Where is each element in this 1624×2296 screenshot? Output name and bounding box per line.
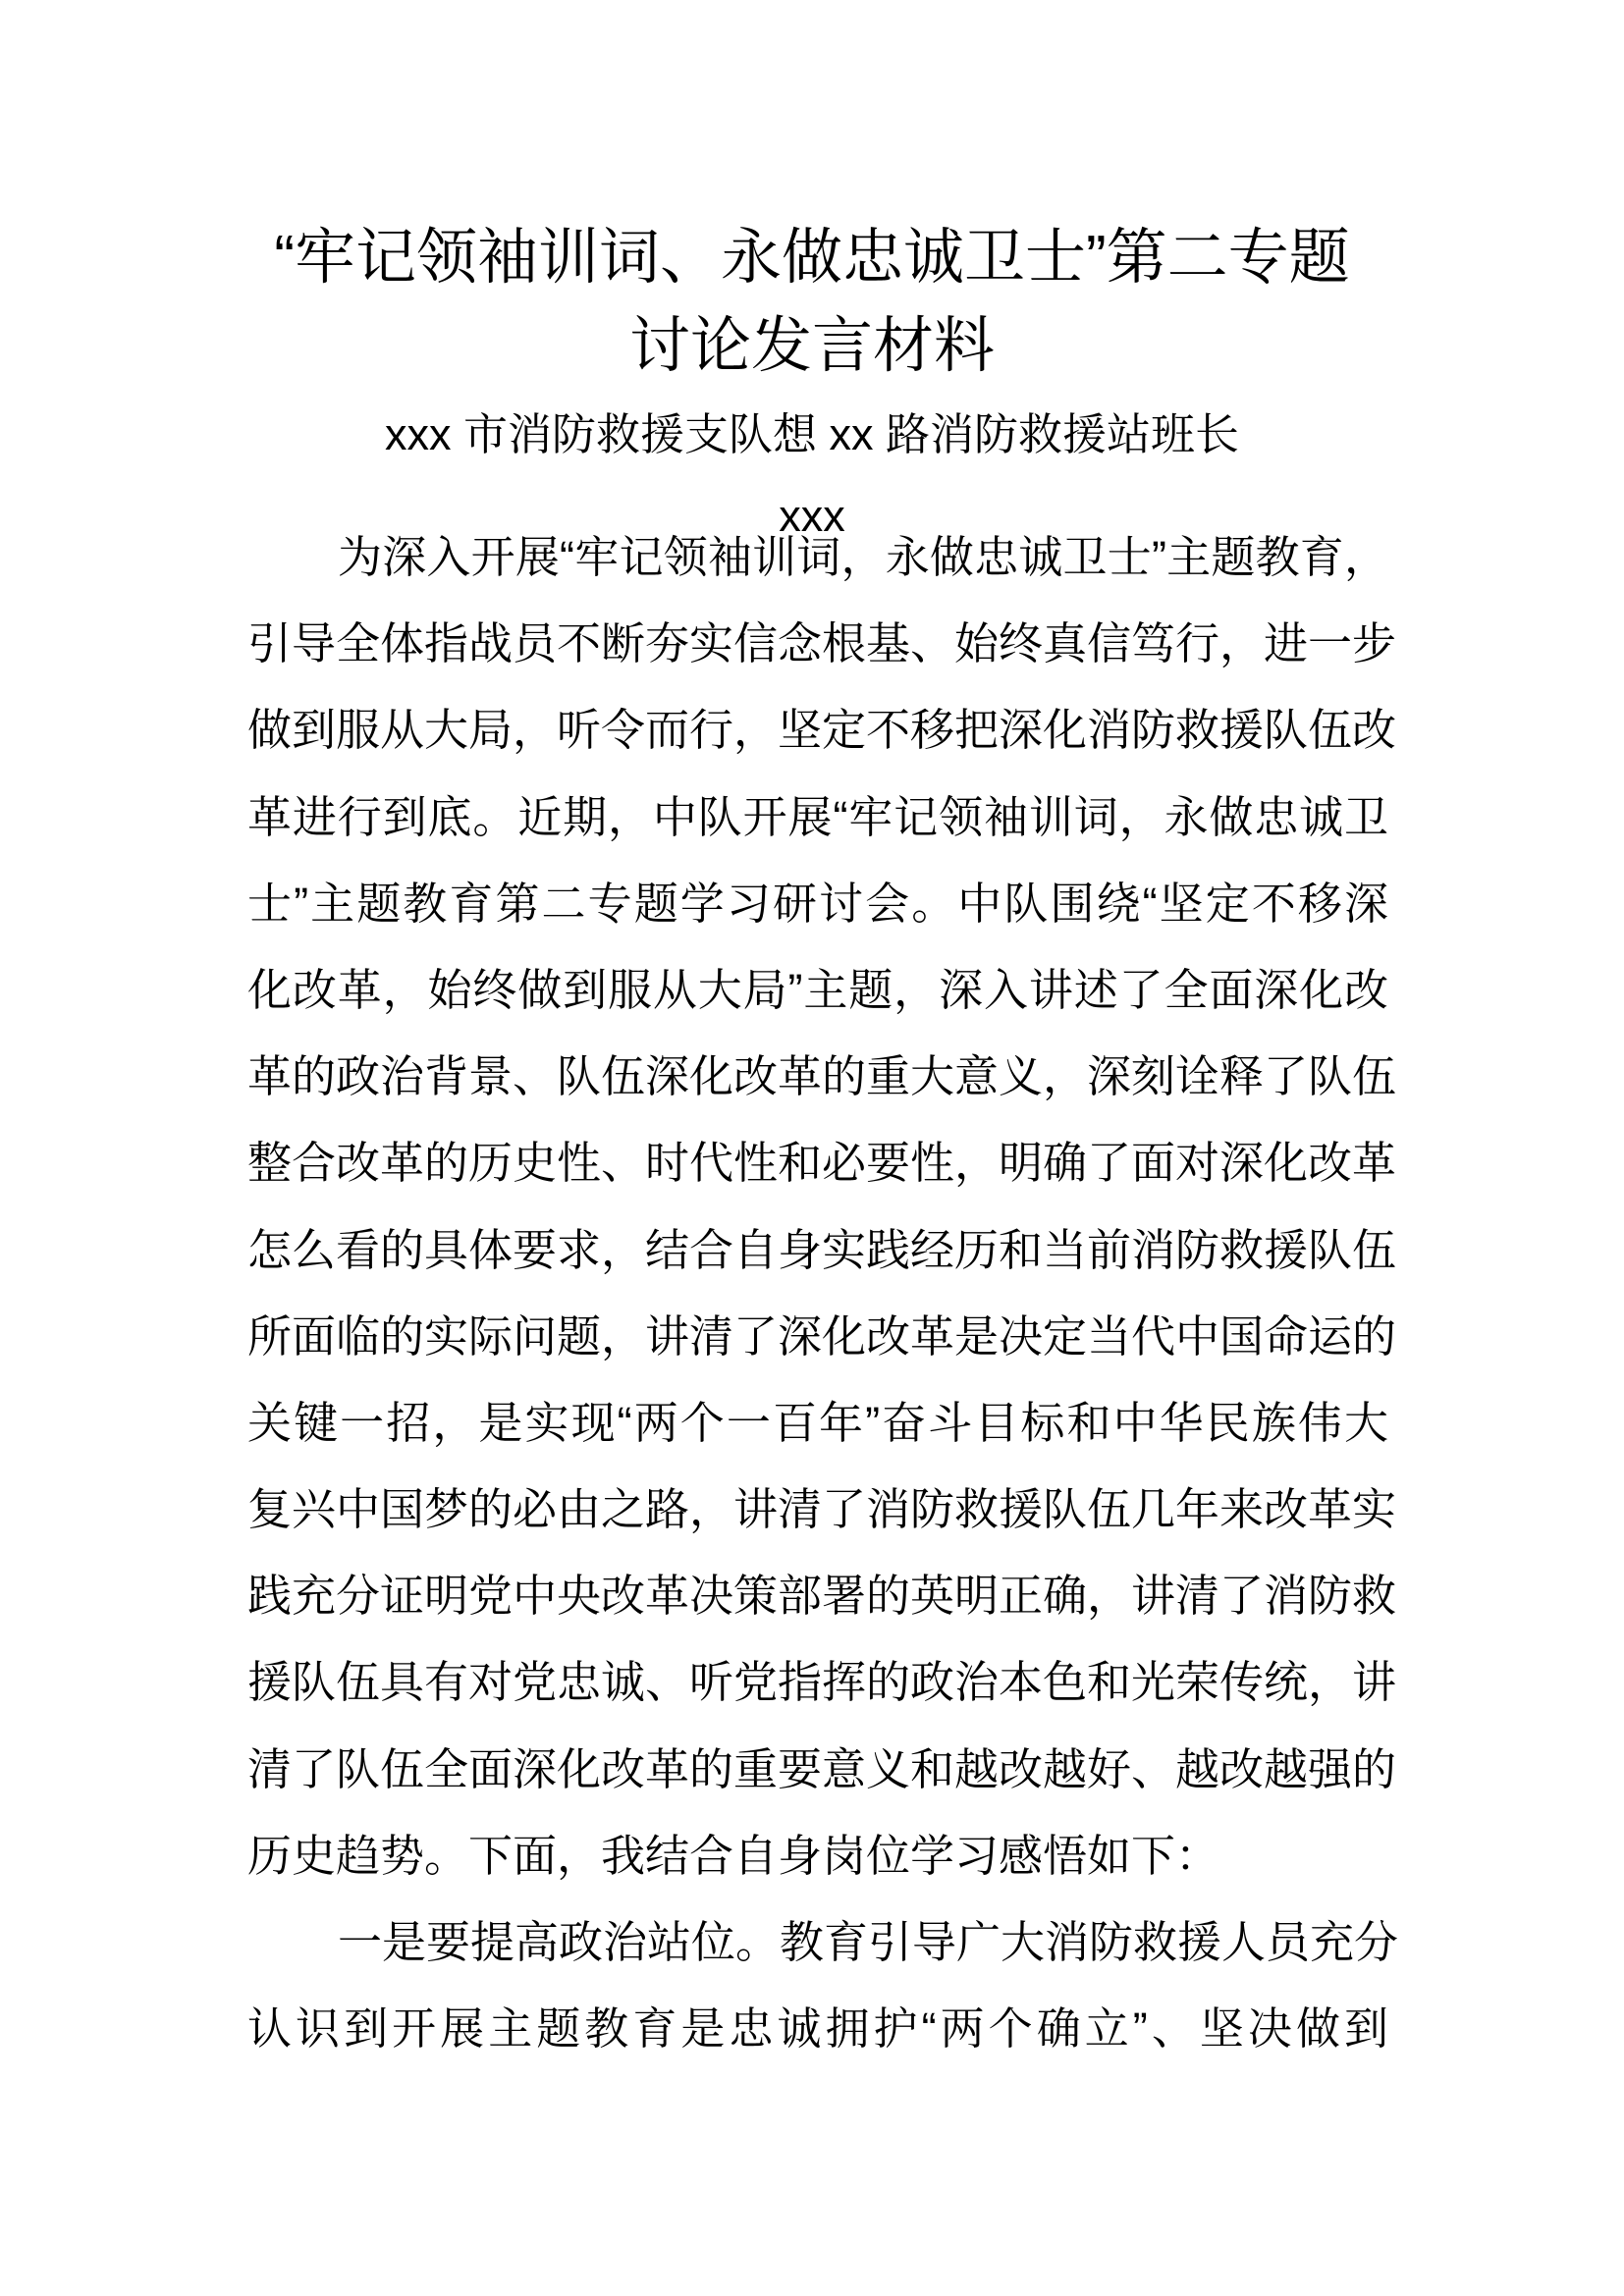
text-line: 怎么看的具体要求，结合自身实践经历和当前消防救援队伍	[247, 1224, 1397, 1275]
text-line: 士”主题教育第二专题学习研讨会。中队围绕“坚定不移深	[247, 878, 1388, 929]
text-line: 一是要提高政治站位。教育引导广大消防救援人员充分	[338, 1917, 1399, 1967]
text-line: 革进行到底。近期，中队开展“牢记领袖训词，永做忠诚卫	[247, 791, 1388, 842]
paragraph-1	[247, 513, 1397, 1898]
text-line: 援队伍具有对党忠诚、听党指挥的政治本色和光荣传统，讲	[247, 1657, 1397, 1708]
text-line: 革的政治背景、队伍深化改革的重大意义，深刻诠释了队伍	[247, 1051, 1397, 1102]
text-line: 为深入开展“牢记领袖训词，永做忠诚卫士”主题教育，	[338, 532, 1388, 582]
text-line: 引导全体指战员不断夯实信念根基、始终真信笃行，进一步	[247, 618, 1397, 669]
text-line: 化改革，始终做到服从大局”主题，深入讲述了全面深化改	[247, 964, 1388, 1015]
author-unit: xxx 市消防救援支队想 xx 路消防救援站班长	[384, 409, 1239, 459]
text-line: 践充分证明党中央改革决策部署的英明正确，讲清了消防救	[247, 1571, 1397, 1622]
text-line: 复兴中国梦的必由之路，讲清了消防救援队伍几年来改革实	[247, 1484, 1397, 1535]
paragraph-2	[247, 1898, 1399, 2071]
text-line: 整合改革的历史性、时代性和必要性，明确了面对深化改革	[247, 1138, 1397, 1189]
document-body	[247, 513, 1399, 2071]
text-line: 做到服从大局，听令而行，坚定不移把深化消防救援队伍改	[247, 705, 1397, 756]
text-line: 清了队伍全面深化改革的重要意义和越改越好、越改越强的	[247, 1743, 1397, 1794]
text-line: 历史趋势。下面，我结合自身岗位学习感悟如下：	[247, 1830, 1220, 1881]
author-name: xxx	[779, 491, 845, 541]
text-line: 所面临的实际问题，讲清了深化改革是决定当代中国命运的	[247, 1310, 1397, 1362]
text-line: 关键一招，是实现“两个一百年”奋斗目标和中华民族伟大	[247, 1397, 1388, 1448]
text-line: 认识到开展主题教育是忠诚拥护“两个确立”、坚决做到	[247, 2003, 1388, 2055]
document-title-line-2: 讨论发言材料	[628, 312, 995, 380]
document-title-line-1: “牢记领袖训词、永做忠诚卫士”第二专题	[274, 224, 1350, 292]
